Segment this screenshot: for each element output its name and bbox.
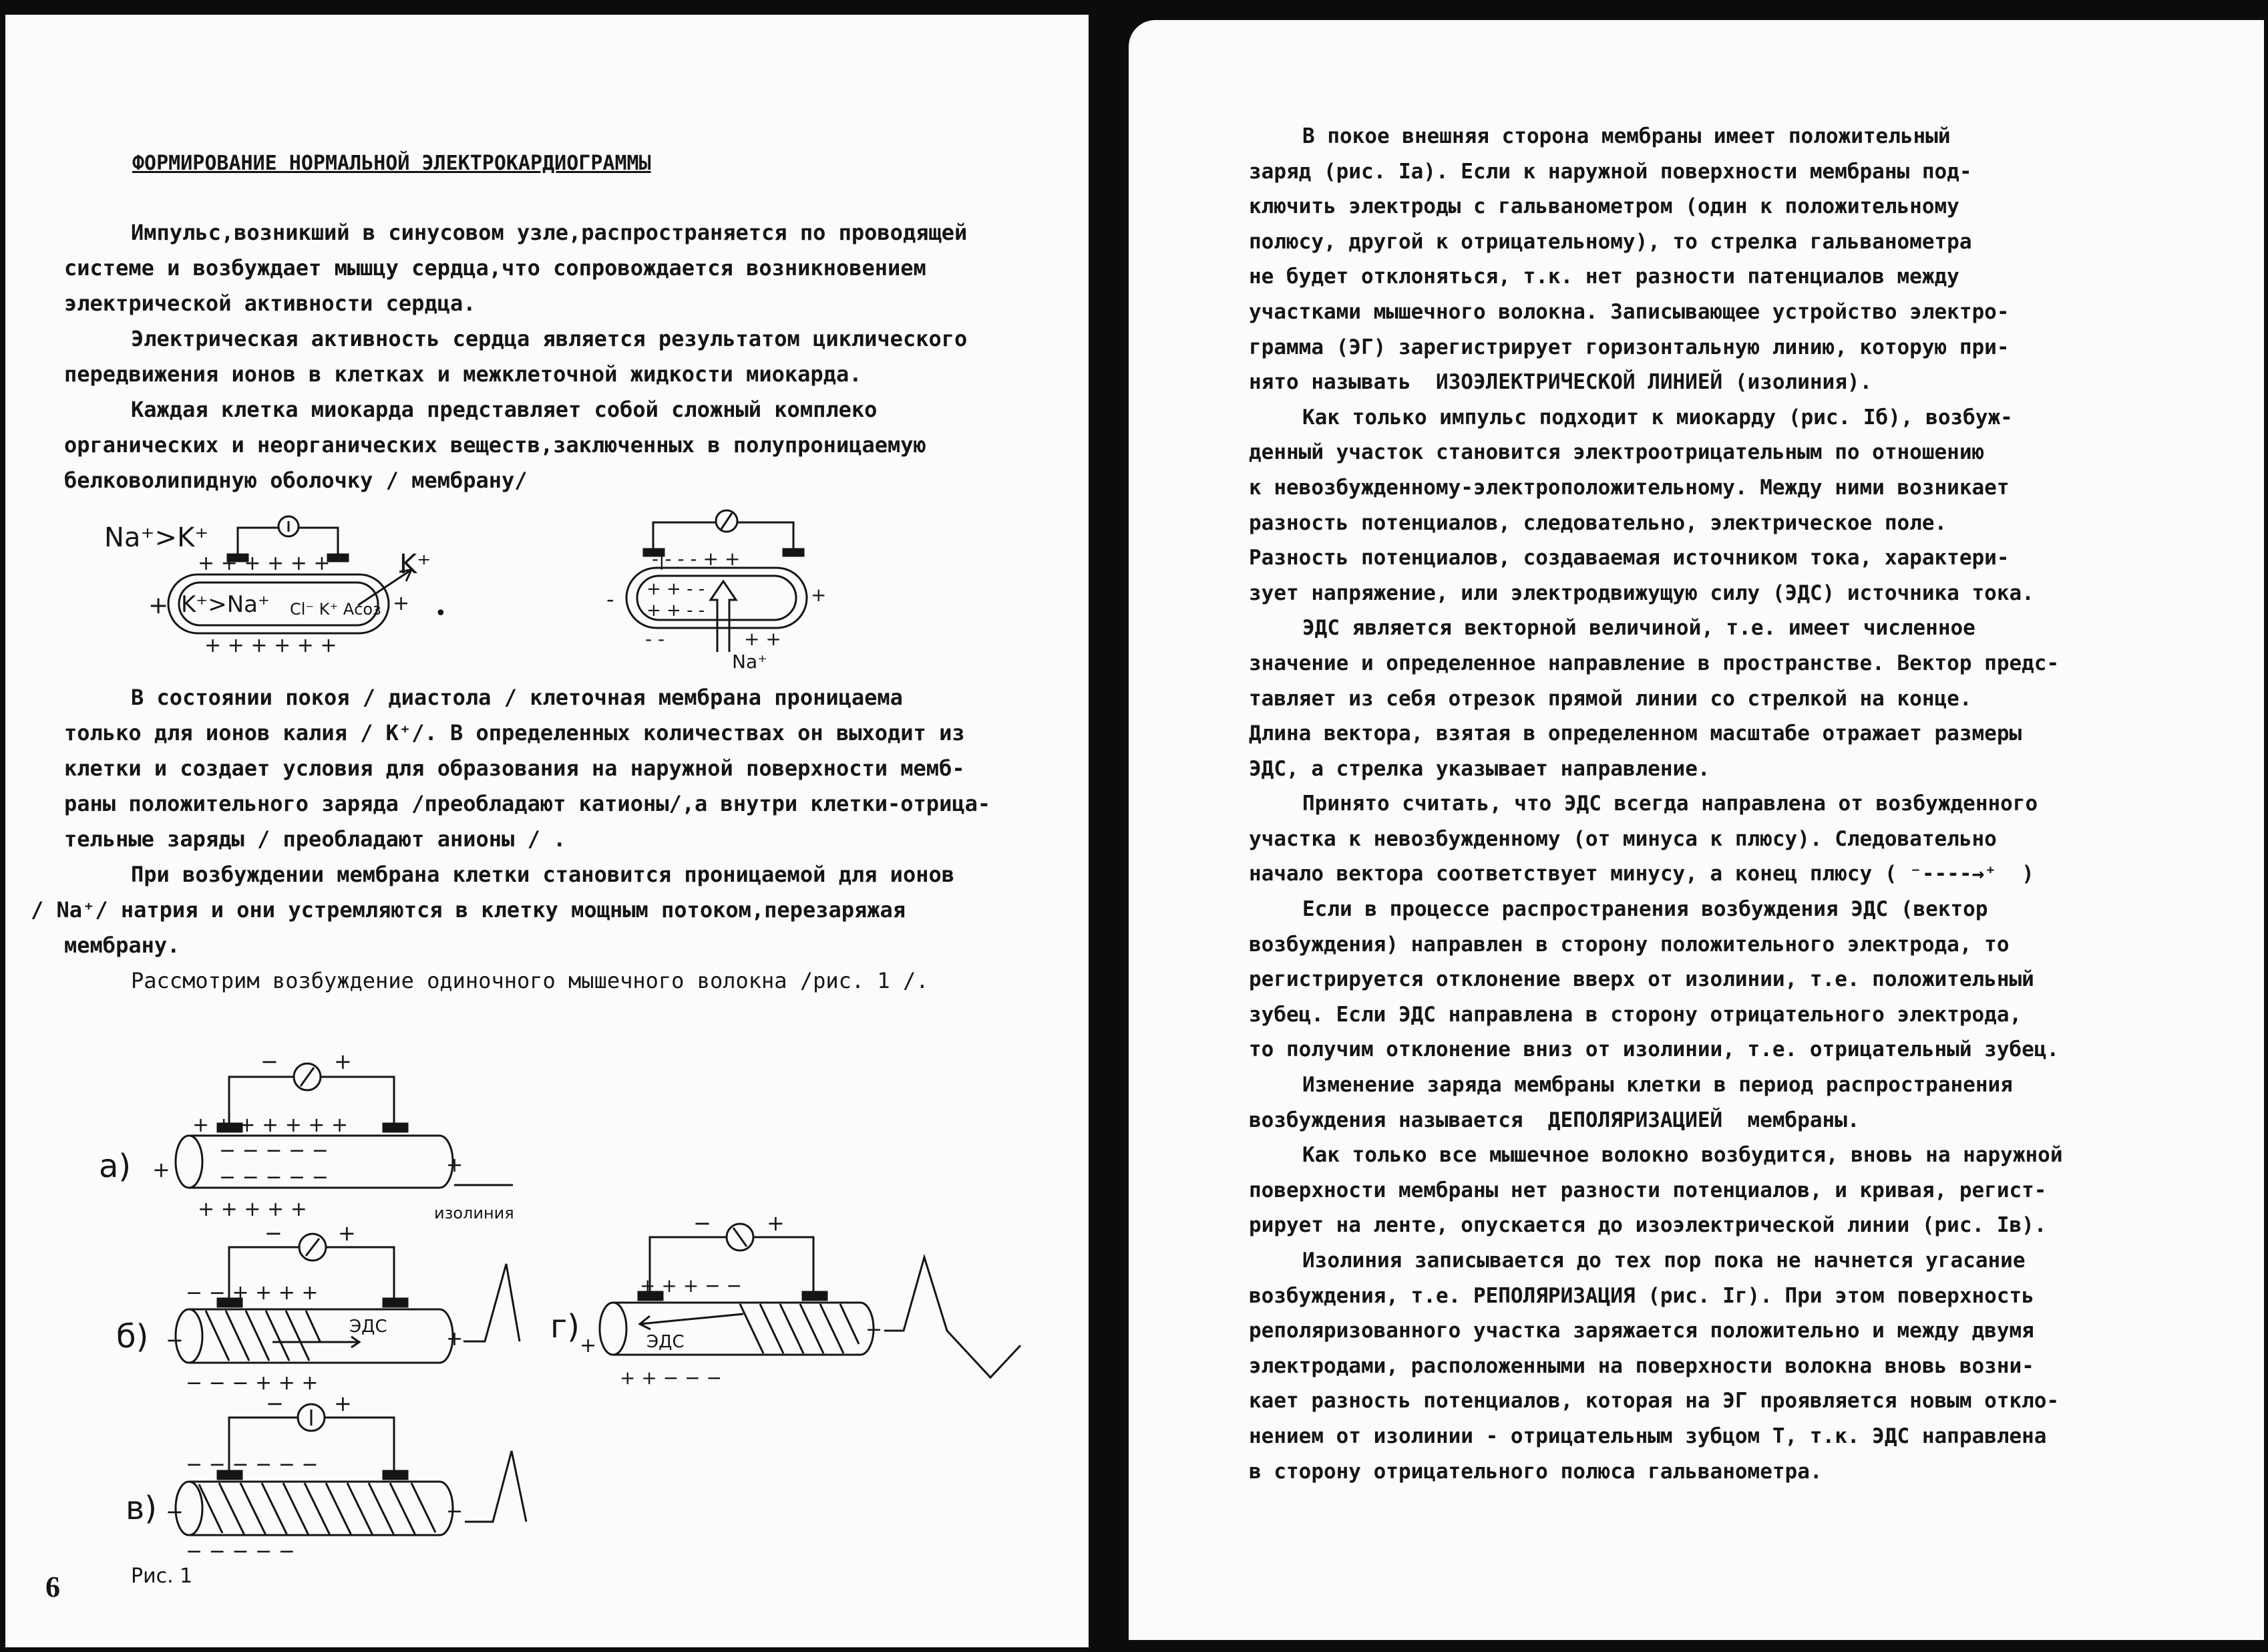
svg-text:−: −: [446, 1500, 463, 1523]
cell-excited-figure: [593, 493, 840, 673]
svg-text:+: +: [148, 592, 169, 619]
svg-text:−: −: [264, 1220, 282, 1246]
right-paragraph-7: Как только все мышечное волокно возбудится, вновь на наружной поверхности мембраны нет разности потенциалов, и кривая, регист- рирует на ленте, опускается до изоэлектрической линии (рис. Iв).: [1249, 1143, 2063, 1238]
inner-ratio-label: K⁺>Na⁺: [181, 591, 270, 618]
panel-v-label: в): [126, 1490, 158, 1527]
svg-text:−: −: [266, 1391, 284, 1416]
svg-text:+ + - -: + + - -: [646, 601, 705, 621]
figure-caption: Рис. 1: [131, 1564, 193, 1588]
svg-text:−: −: [166, 1327, 184, 1353]
svg-text:+: +: [334, 1391, 352, 1416]
right-paragraph-3: ЭДС является векторной величиной, т.е. имеет численное значение и определенное направление в пространстве. Вектор предс- тавляет из себя отрезок прямой линии со стрелкой на конце. Длина вектора, взятая в определенном масштабе отражает размеры ЭДС, а стрелка указывает направление.: [1249, 616, 2060, 781]
right-paragraph-4: Принято считать, что ЭДС всегда направлена от возбужденного участка к невозбужденному (от минуса к плюсу). Следовательно начало вектора соответствует минусу, а конец плюсу ( ⁻----→⁺ ): [1249, 792, 2038, 886]
left-paragraph-1: Импульс,возникший в синусовом узле,распространяется по проводящей системе и возбуждает мышцу сердца,что сопровождается возникновением электрической активноcти сердца.: [64, 220, 968, 316]
left-paragraph-5: При возбуждении мембрана клетки становится проницаемой для ионов / Na⁺/ натрия и они устремляются в клетку мощным потоком,перезаряжая мембрану.: [31, 862, 954, 958]
svg-text:-|- - - + +: -|- - - + +: [652, 548, 741, 570]
right-page: [1129, 20, 2264, 1640]
cell-at-rest-figure: [104, 493, 478, 673]
svg-text:+: +: [152, 1157, 170, 1182]
svg-text:+: +: [338, 1220, 356, 1246]
svg-text:+ + + − −: + + + − −: [640, 1275, 742, 1297]
svg-text:− − − − −: − − − − −: [186, 1540, 295, 1558]
right-text: [1249, 119, 2257, 1489]
svg-text:− − − + + +: − − − + + +: [186, 1371, 319, 1395]
svg-text:−: −: [166, 1499, 184, 1524]
page-number: 6: [45, 1571, 60, 1603]
figure-1: [85, 1043, 1061, 1558]
panel-b-label: б): [116, 1318, 149, 1355]
svg-text:+: +: [393, 592, 410, 615]
right-paragraph-5: Если в процессе распространения возбуждения ЭДС (вектор возбуждения) направлен в сторону положительного электрода, то регистрируется отклонение вверх от изолинии, т.е. положительный зубец. Если ЭДС направлена в сторону отрицательного электрода, то получим отклонение вниз от изолинии, т.е. отрицательный зубец.: [1249, 897, 2060, 1062]
left-paragraph-3: Каждая клетка миокарда представляет собой сложный комплеко органических и неорганических веществ,заключенных в полупроницаемую белковолипидную оболочку / мембрану/: [64, 397, 926, 493]
svg-text:− − − − −: − − − − −: [219, 1139, 329, 1162]
isoline-label: изолиния: [434, 1204, 514, 1222]
fig1-panel-g: [550, 1210, 1020, 1389]
svg-text:− − + + + +: − − + + + +: [186, 1281, 319, 1305]
right-paragraph-8: Изолиния записывается до тех пор пока не начнется угасание возбуждения, т.е. РЕПОЛЯРИЗАЦИЯ (рис. Iг). При этом поверхность реполяризованного участка заряжается положительно и между двумя электродами, расположенными на поверхности волокна вновь возни- кает разность потенциалов, которая на ЭГ проявляется новым откло- нением от изолинии - отрицательным зубцом Т, т.к. ЭДС направлена в сторону отрицательного полюса гальванометра.: [1249, 1249, 2060, 1484]
svg-text:+ + + + + +: + + + + + +: [204, 634, 337, 657]
right-paragraph-1: В покое внешняя сторона мембраны имеет положительный заряд (рис. Iа). Если к наружной поверхности мембраны под- ключить электроды с гальванометром (один к положительному полюсу, другой к отрицательному), то стрелка гальванометра не будет отклоняться, т.к. нет разности патенциалов между участками мышечного волокна. Записывающее устройство электро- грамма (ЭГ) зарегистрирует горизонтальную линию, которую при- нято называть ИЗОЭЛЕКТРИЧЕСКОЙ ЛИНИЕЙ (изолиния).: [1249, 124, 2010, 395]
right-paragraph-2: Как только импульс подходит к миокарду (рис. Iб), возбуж- денный участок становится электроотрицательным по отношению к невозбужденному-электроположительному. Между ними возникает разность потенциалов, следовательно, электрическое поле. Разность потенциалов, создаваемая источником тока, характери- зует напряжение, или электродвижущую силу (ЭДС) источника тока.: [1249, 405, 2034, 605]
svg-text:•: •: [435, 602, 447, 625]
left-paragraph-6: Рассмотрим возбуждение одиночного мышечного волокна /рис. 1 /.: [131, 968, 929, 993]
fig1-panel-v: [126, 1391, 526, 1558]
svg-text:+: +: [334, 1049, 352, 1074]
svg-text:−: −: [866, 1318, 883, 1341]
fig1-panel-b: [116, 1220, 520, 1395]
svg-text:+ + + + +: + + + + +: [198, 1198, 307, 1221]
svg-text:+: +: [767, 1210, 785, 1236]
svg-text:+ + − − −: + + − − −: [620, 1367, 722, 1389]
svg-text:- -: - -: [645, 628, 665, 650]
emf-label-b: ЭДС: [349, 1317, 387, 1337]
right-paragraph-6: Изменение заряда мембраны клетки в период распространения возбуждения называется ДЕПОЛЯРИЗАЦИЕЙ мембраны.: [1249, 1073, 2013, 1132]
svg-text:+ + + + + +: + + + + + +: [198, 552, 331, 575]
emf-label-g: ЭДС: [646, 1332, 685, 1352]
svg-text:+: +: [811, 584, 827, 606]
svg-text:+: +: [446, 1154, 463, 1177]
panel-g-label: г): [550, 1308, 580, 1345]
potassium-ion-label: K⁺: [399, 549, 431, 580]
sodium-ion-label: Na⁺: [732, 651, 767, 673]
left-text-lower: [31, 680, 1089, 999]
svg-text:+: +: [446, 1327, 463, 1351]
svg-text:+ +: + +: [744, 628, 781, 650]
left-paragraph-4: В состоянии покоя / диастола / клеточная мембрана проницаема только для ионов калия / К⁺/. В определенных количествах он выходит из клетки и создает условия для образования на наружной поверхности мемб- раны положительного заряда /преобладают катионы/,а внутри клетки-отрица- тельные заряды / преобладают анионы / .: [64, 685, 991, 852]
svg-text:−: −: [693, 1210, 711, 1236]
svg-text:−: −: [260, 1049, 278, 1074]
svg-text:+: +: [580, 1334, 597, 1357]
svg-text:+ + - -: + + - -: [646, 579, 705, 599]
left-page: [5, 15, 1089, 1647]
svg-text:-: -: [606, 587, 614, 612]
fig1-panel-a: [99, 1049, 514, 1222]
svg-text:− − − − − −: − − − − − −: [186, 1453, 319, 1476]
left-paragraph-2: Электрическая активность сердца является результатом циклического передвижения ионов в клетках и межклеточной жидкости миокарда.: [64, 326, 968, 387]
left-text-upper: [64, 215, 1079, 498]
page-title: ФОРМИРОВАНИЕ НОРМАЛЬНОЙ ЭЛЕКТРОКАРДИОГРАММЫ: [132, 152, 651, 175]
ratio-label: Na⁺>K⁺: [104, 522, 209, 553]
svg-text:− − − − −: − − − − −: [219, 1166, 329, 1189]
anions-label: Cl⁻ K⁺ Aсоз: [290, 600, 381, 619]
svg-text:+ + + + + + +: + + + + + + +: [192, 1114, 349, 1137]
panel-a-label: а): [99, 1148, 132, 1185]
